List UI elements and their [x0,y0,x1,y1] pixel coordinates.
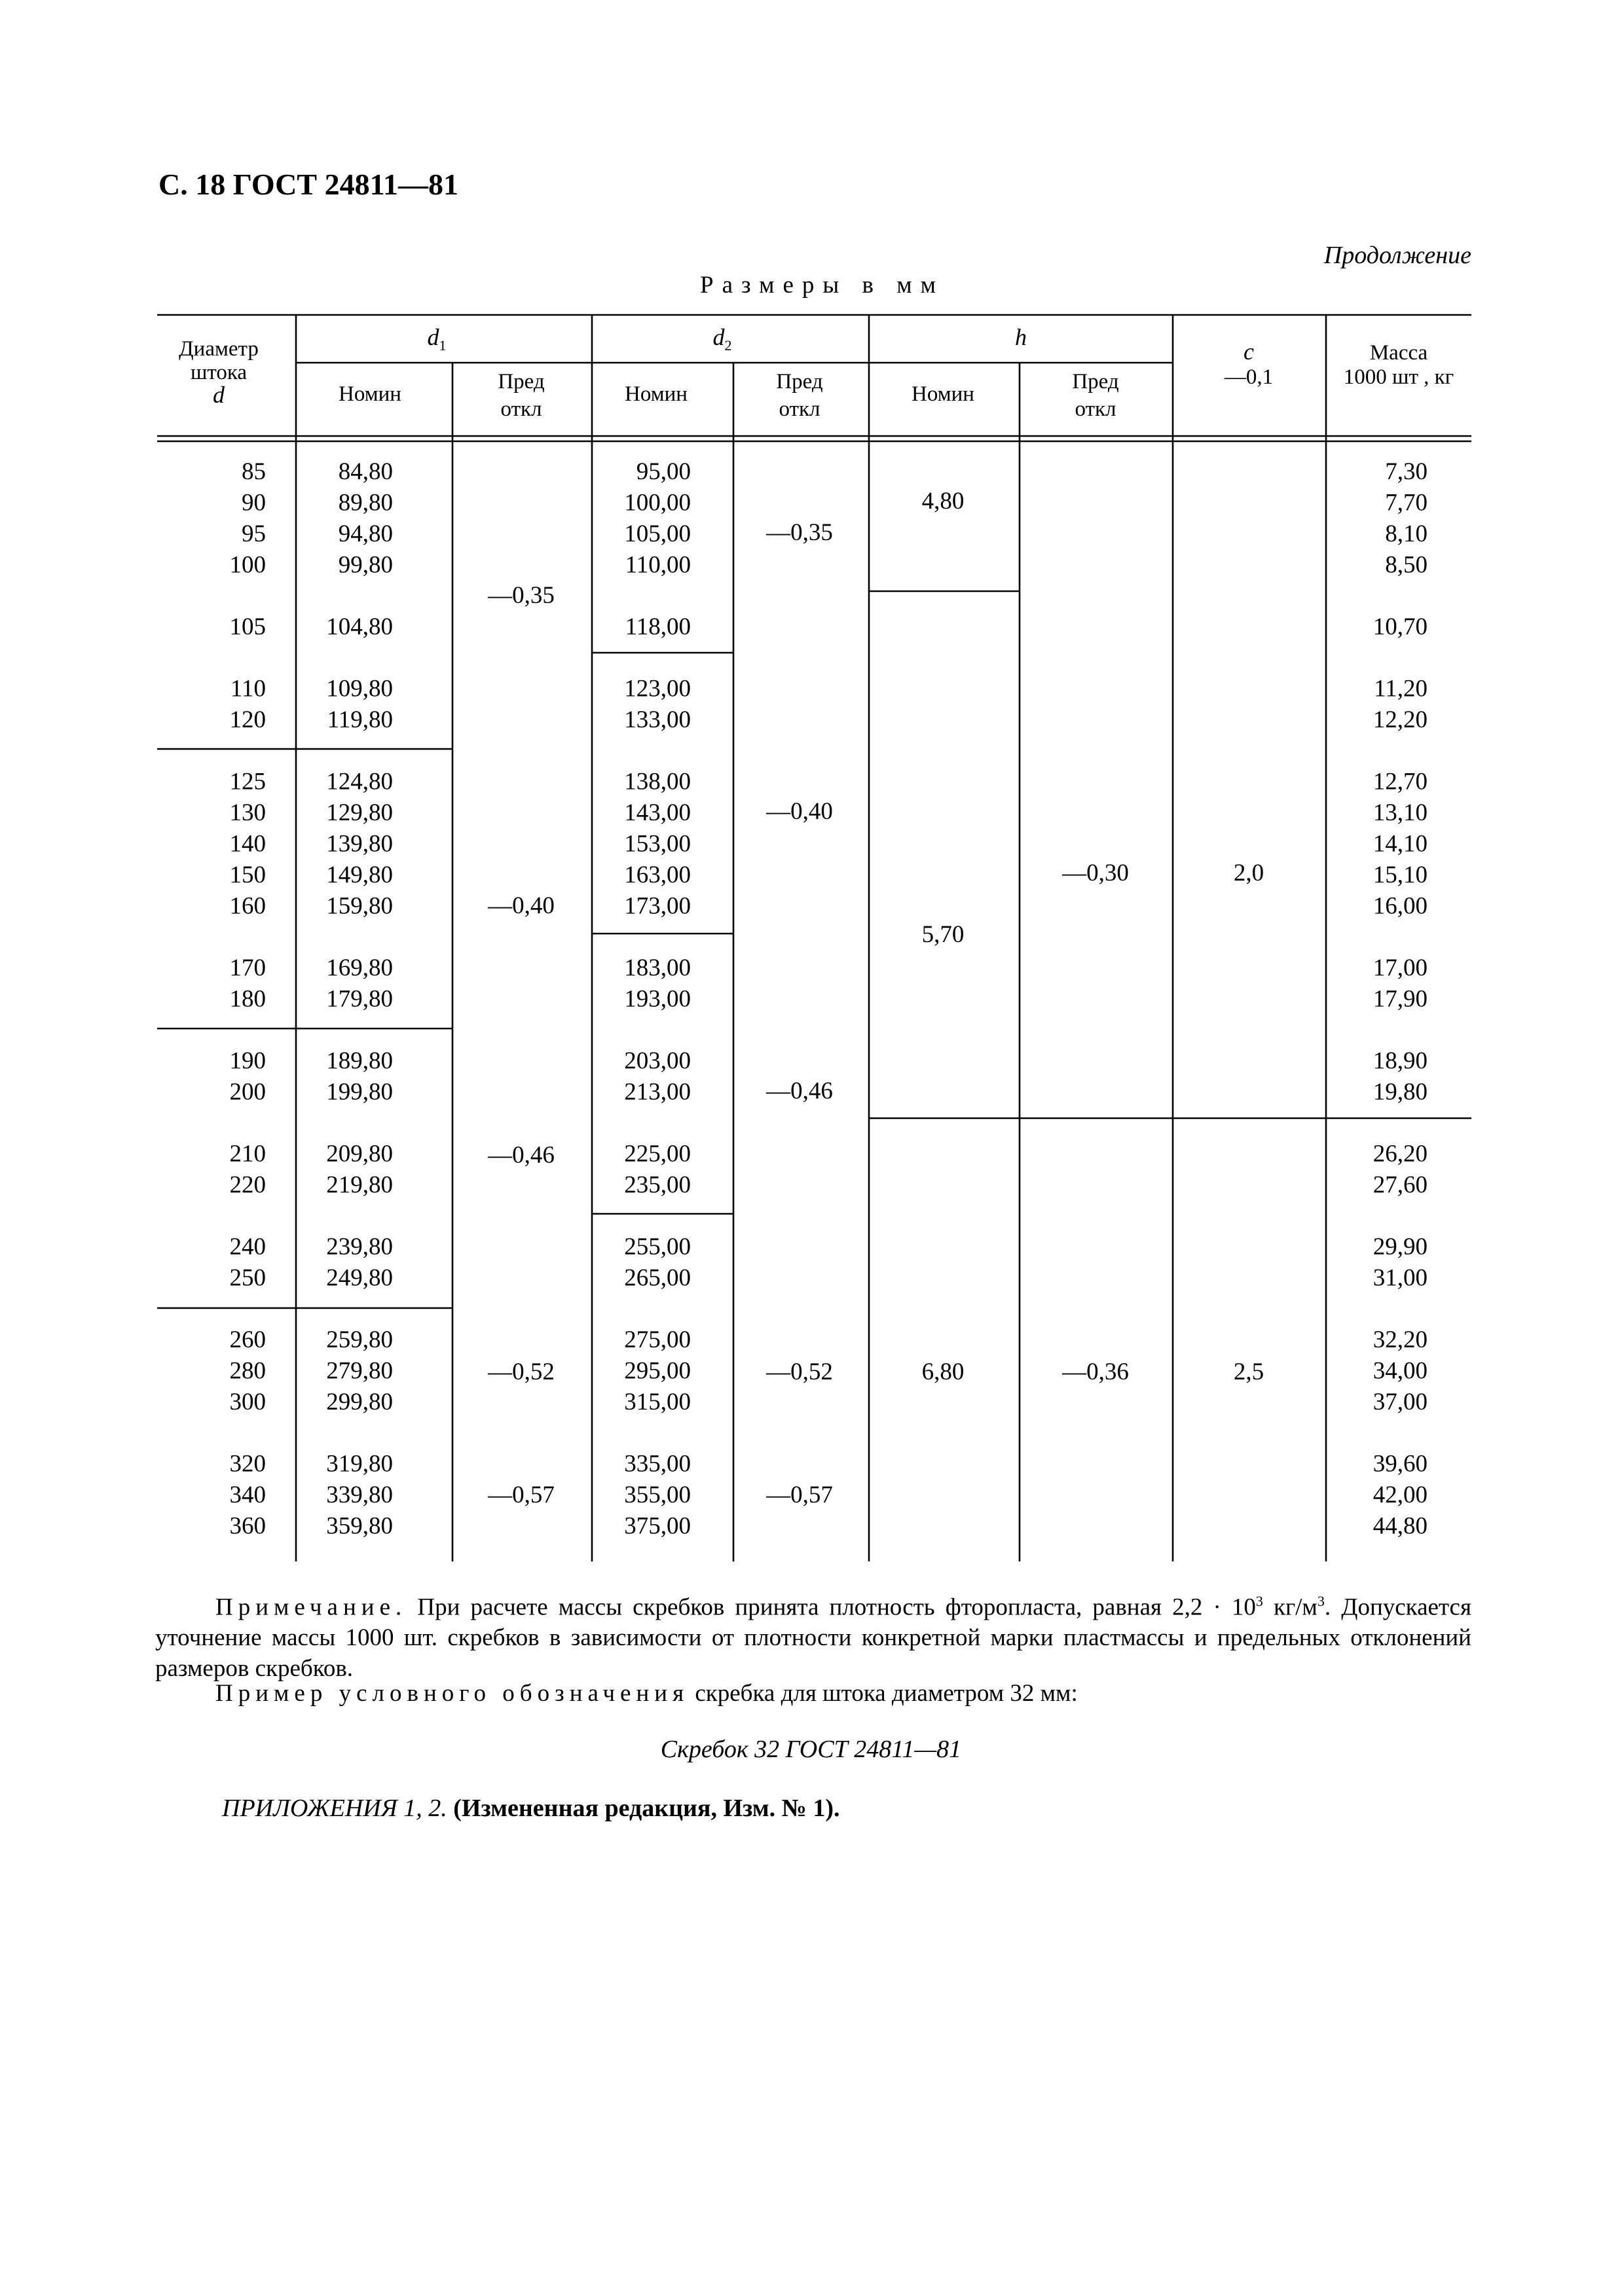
cell-d2-nominal: 315,00 [624,1389,691,1415]
cell-d2-nominal: 225,00 [624,1140,691,1167]
example-lead: Пример условного обозначения [215,1680,690,1707]
d1-deviation-cell: —0,46 [488,1142,555,1169]
cell-diameter: 210 [229,1140,266,1167]
cell-d2-nominal: 110,00 [625,551,691,579]
cell-d2-nominal: 235,00 [624,1171,691,1199]
cell-diameter: 180 [229,985,266,1013]
cell-d2-nominal: 143,00 [624,799,691,826]
cell-d2-nominal: 153,00 [624,830,691,858]
col-d2-header: $d_2$ [712,324,732,354]
c-value-cell: 2,0 [1233,860,1264,886]
cell-mass: 37,00 [1373,1389,1428,1415]
col-c-symbol: c [1244,338,1254,365]
cell-d1-nominal: 209,80 [326,1140,393,1167]
cell-diameter: 160 [229,892,266,920]
cell-diameter: 280 [229,1357,266,1385]
cell-d1-nominal: 199,80 [326,1078,393,1106]
h-deviation-cell: —0,30 [1062,860,1129,886]
cell-diameter: 140 [229,830,266,858]
cell-d2-nominal: 213,00 [624,1078,691,1106]
cell-d2-nominal: 193,00 [624,985,691,1013]
cell-d1-nominal: 319,80 [326,1450,393,1478]
cell-d2-nominal: 173,00 [624,892,691,920]
cell-mass: 7,70 [1385,489,1428,517]
cell-diameter: 320 [229,1450,266,1478]
cell-mass: 14,10 [1373,830,1428,858]
cell-mass: 19,80 [1373,1078,1428,1106]
d2-deviation-label-1: Пред [776,370,823,393]
cell-diameter: 250 [229,1264,266,1292]
cell-mass: 10,70 [1373,613,1428,640]
cell-diameter: 340 [229,1482,266,1508]
cell-mass: 17,90 [1373,985,1428,1013]
cell-d2-nominal: 255,00 [624,1233,691,1260]
note-text-2: кг/м [1263,1594,1318,1621]
cell-mass: 13,10 [1373,799,1428,826]
cell-mass: 27,60 [1373,1171,1428,1199]
cell-diameter: 190 [229,1048,266,1074]
cell-d2-nominal: 95,00 [636,458,691,485]
cell-d1-nominal: 159,80 [326,892,393,920]
d1-deviation-cell: —0,52 [488,1358,555,1385]
d2-nominal-label: Номин [625,382,688,406]
col-mass-label-1: Масса [1369,341,1428,365]
cell-d2-nominal: 203,00 [624,1048,691,1074]
col-diameter-label-1: Диаметр [179,337,259,361]
cell-diameter: 260 [229,1326,266,1353]
units-caption: Размеры в мм [700,272,945,299]
cell-diameter: 170 [229,955,266,981]
note-superscript-2: 3 [1317,1593,1325,1609]
cell-d1-nominal: 89,80 [338,489,393,517]
cell-d1-nominal: 109,80 [326,675,393,702]
cell-d1-nominal: 124,80 [326,768,393,795]
cell-d2-nominal: 123,00 [624,675,691,702]
cell-mass: 8,50 [1385,551,1428,579]
cell-diameter: 90 [242,489,266,517]
h-deviation-cell: —0,36 [1062,1358,1129,1385]
example-paragraph [215,1679,1078,1707]
cell-d2-nominal: 163,00 [624,862,691,888]
cell-diameter: 120 [229,706,266,733]
note-superscript: 3 [1255,1593,1263,1609]
d1-deviation-cell: —0,40 [488,892,555,919]
note-lead: Примечание. [215,1594,407,1621]
designation-example: Скребок 32 ГОСТ 24811—81 [660,1736,962,1763]
col-d1-header: $d_1$ [427,324,447,354]
cell-mass: 29,90 [1373,1233,1428,1260]
d2-deviation-cell: —0,57 [766,1482,833,1508]
h-nominal-cell: 5,70 [921,921,965,948]
cell-diameter: 150 [229,862,266,888]
cell-diameter: 220 [229,1171,266,1199]
cell-diameter: 240 [229,1233,266,1260]
cell-diameter: 100 [229,551,266,579]
cell-d2-nominal: 118,00 [625,613,691,640]
cell-diameter: 125 [229,768,266,795]
cell-mass: 44,80 [1373,1512,1428,1540]
cell-diameter: 95 [242,520,266,547]
cell-d2-nominal: 265,00 [624,1264,691,1292]
page-title: С. 18 ГОСТ 24811—81 [158,168,459,201]
d1-deviation-cell: —0,57 [488,1482,555,1508]
cell-mass: 42,00 [1373,1482,1428,1508]
cell-mass: 15,10 [1373,862,1428,888]
h-nominal-label: Номин [912,382,974,406]
cell-d1-nominal: 219,80 [326,1171,393,1199]
d2-deviation-label-2: откл [779,397,820,421]
d2-deviation-cell: —0,40 [766,798,833,825]
cell-d1-nominal: 189,80 [326,1048,393,1074]
cell-diameter: 300 [229,1389,266,1415]
cell-d1-nominal: 129,80 [326,799,393,826]
cell-mass: 39,60 [1373,1450,1428,1478]
cell-d1-nominal: 94,80 [338,520,393,547]
cell-mass: 17,00 [1373,955,1428,981]
h-nominal-cell: 6,80 [921,1358,965,1385]
c-value-cell: 2,5 [1233,1358,1264,1385]
cell-d1-nominal: 249,80 [326,1264,393,1292]
cell-d1-nominal: 299,80 [326,1389,393,1415]
cell-diameter: 360 [229,1512,266,1540]
col-diameter-symbol: d [213,382,225,408]
cell-diameter: 200 [229,1078,266,1106]
col-h-header: h [1015,324,1027,350]
cell-mass: 11,20 [1374,675,1428,702]
note-paragraph [155,1586,1471,1684]
cell-mass: 16,00 [1373,892,1428,920]
example-text: скребка для штока диаметром 32 мм: [689,1680,1078,1707]
d2-deviation-cell: —0,52 [766,1358,833,1385]
cell-mass: 8,10 [1385,520,1428,547]
d1-deviation-cell: —0,35 [488,582,555,609]
d1-nominal-label: Номин [339,382,401,406]
continuation-label: Продолжение [1323,242,1471,269]
cell-mass: 32,20 [1373,1326,1428,1353]
appendix-note [222,1794,840,1823]
cell-d1-nominal: 139,80 [326,830,393,858]
h-deviation-label-2: откл [1075,397,1116,421]
cell-d1-nominal: 119,80 [327,706,393,733]
d1-deviation-label-2: откл [500,397,542,421]
cell-mass: 12,20 [1373,706,1428,733]
cell-d2-nominal: 335,00 [624,1450,691,1478]
cell-d2-nominal: 295,00 [624,1357,691,1385]
cell-d2-nominal: 375,00 [624,1512,691,1540]
cell-d1-nominal: 99,80 [338,551,393,579]
cell-mass: 12,70 [1373,768,1428,795]
d2-deviation-cell: —0,46 [766,1078,833,1104]
cell-d1-nominal: 279,80 [326,1357,393,1385]
cell-d1-nominal: 104,80 [326,613,393,640]
col-diameter-label-2: штока [190,361,248,384]
cell-diameter: 85 [242,458,266,485]
h-deviation-label-1: Пред [1072,370,1119,393]
d1-deviation-label-1: Пред [498,370,545,393]
cell-d2-nominal: 355,00 [624,1482,691,1508]
note-text-3: . Допускается уточнение массы 1000 шт. скребков в зависимости от плотности конкретной марки пластмассы и предельных отклонений размеров скребков. [155,1594,1471,1683]
appendix-italic: ПРИЛОЖЕНИЯ 1, 2. [222,1795,447,1822]
cell-d2-nominal: 183,00 [624,955,691,981]
cell-mass: 26,20 [1373,1140,1428,1167]
cell-d2-nominal: 275,00 [624,1326,691,1353]
cell-d1-nominal: 259,80 [326,1326,393,1353]
cell-diameter: 130 [229,799,266,826]
cell-d2-nominal: 105,00 [624,520,691,547]
cell-diameter: 110 [230,675,266,702]
cell-d2-nominal: 100,00 [624,489,691,517]
cell-mass: 34,00 [1373,1357,1428,1385]
col-c-tolerance: —0,1 [1224,365,1274,389]
note-text-1: При расчете массы скребков принята плотность фторопласта, равная 2,2 · 10 [407,1594,1256,1621]
cell-d1-nominal: 359,80 [326,1512,393,1540]
appendix-bold: (Измененная редакция, Изм. № 1). [447,1795,840,1822]
cell-d1-nominal: 149,80 [326,862,393,888]
cell-mass: 7,30 [1385,458,1428,485]
cell-mass: 31,00 [1373,1264,1428,1292]
cell-mass: 18,90 [1373,1048,1428,1074]
cell-diameter: 105 [229,613,266,640]
cell-d2-nominal: 138,00 [624,768,691,795]
cell-d2-nominal: 133,00 [624,706,691,733]
dimensions-table [157,313,1471,1562]
cell-d1-nominal: 84,80 [338,458,393,485]
h-nominal-cell: 4,80 [921,488,965,515]
col-mass-label-2: 1000 шт , кг [1343,365,1454,389]
cell-d1-nominal: 169,80 [326,955,393,981]
d2-deviation-cell: —0,35 [766,519,833,546]
cell-d1-nominal: 239,80 [326,1233,393,1260]
cell-d1-nominal: 179,80 [326,985,393,1013]
cell-d1-nominal: 339,80 [326,1482,393,1508]
